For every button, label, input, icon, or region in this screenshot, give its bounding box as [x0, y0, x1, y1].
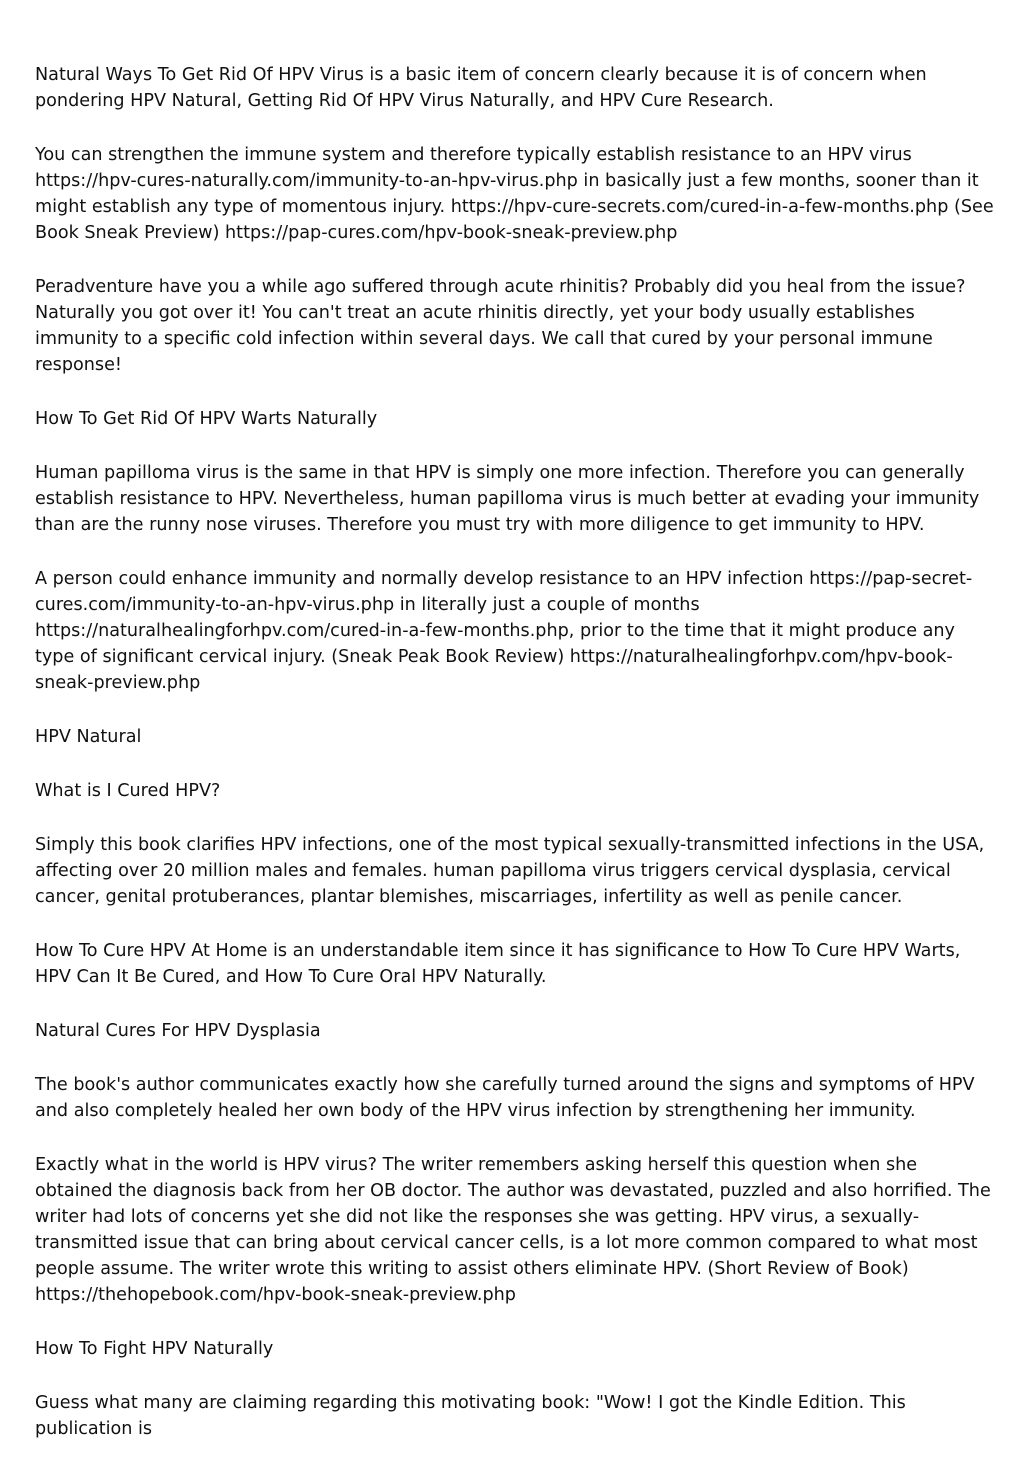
paragraph-author-communicates: The book's author communicates exactly how she carefully turned around the signs and symptoms of HPV and also completely healed her own body of the HPV virus infection by strengthening her immunity.	[35, 1075, 975, 1121]
paragraph-cure-at-home: How To Cure HPV At Home is an understandable item since it has significance to How To Cure HPV Warts, HPV Can It Be Cured, and How To Cure Oral HPV Naturally.	[35, 941, 961, 987]
heading-hpv-natural: HPV Natural	[35, 727, 142, 747]
heading-what-is-i-cured-hpv: What is I Cured HPV?	[35, 781, 221, 801]
paragraph-strengthen-immune: You can strengthen the immune system and therefore typically establish resistance to an HPV virus https://hpv-cures-naturally.com/immunity-to-an-hpv-virus.php in basically just a few months, sooner than it might establish any type of momentous injury. https://hpv-cure-secrets.com/cured-in-a-few-months.php (See Book Sneak Preview) https://pap-cures.com/hpv-book-sneak-preview.php	[35, 145, 994, 243]
paragraph-what-is-hpv: Exactly what in the world is HPV virus? The writer remembers asking herself this question when she obtained the diagnosis back from her OB doctor. The author was devastated, puzzled and also horrified. The writer had lots of concerns yet she did not like the responses she was getting. HPV virus, a sexually-transmitted issue that can bring about cervical cancer cells, is a lot more common compared to what most people assume. The writer wrote this writing to assist others eliminate HPV. (Short Review of Book) https://thehopebook.com/hpv-book-sneak-preview.php	[35, 1155, 991, 1305]
heading-fight-naturally: How To Fight HPV Naturally	[35, 1339, 274, 1359]
paragraph-guess-what: Guess what many are claiming regarding this motivating book: "Wow! I got the Kindle Edition. This publication is	[35, 1393, 906, 1439]
paragraph-rhinitis: Peradventure have you a while ago suffered through acute rhinitis? Probably did you heal from the issue? Naturally you got over it! You can't treat an acute rhinitis directly, yet your body usually establishes immunity to a specific cold infection within several days. We call that cured by your personal immune response!	[35, 277, 966, 375]
document-body	[35, 62, 995, 1470]
paragraph-papilloma: Human papilloma virus is the same in that HPV is simply one more infection. Therefore you can generally establish resistance to HPV. Nevertheless, human papilloma virus is much better at evading your immunity than are the runny nose viruses. Therefore you must try with more diligence to get immunity to HPV.	[35, 463, 980, 535]
paragraph-book-clarifies: Simply this book clarifies HPV infections, one of the most typical sexually-transmitted infections in the USA, affecting over 20 million males and females. human papilloma virus triggers cervical dysplasia, cervical cancer, genital protuberances, plantar blemishes, miscarriages, infertility as well as penile cancer.	[35, 835, 985, 907]
paragraph-intro: Natural Ways To Get Rid Of HPV Virus is a basic item of concern clearly because it is of concern when pondering HPV Natural, Getting Rid Of HPV Virus Naturally, and HPV Cure Research.	[35, 65, 927, 111]
heading-warts-naturally: How To Get Rid Of HPV Warts Naturally	[35, 409, 378, 429]
paragraph-enhance-immunity: A person could enhance immunity and normally develop resistance to an HPV infection https://pap-secret-cures.com/immunity-to-an-hpv-virus.php in literally just a couple of months https://naturalhealingforhpv.com/cured-in-a-few-months.php, prior to the time that it might produce any type of significant cervical injury. (Sneak Peak Book Review) https://naturalhealingforhpv.com/hpv-book-sneak-preview.php	[35, 569, 973, 693]
heading-dysplasia: Natural Cures For HPV Dysplasia	[35, 1021, 321, 1041]
